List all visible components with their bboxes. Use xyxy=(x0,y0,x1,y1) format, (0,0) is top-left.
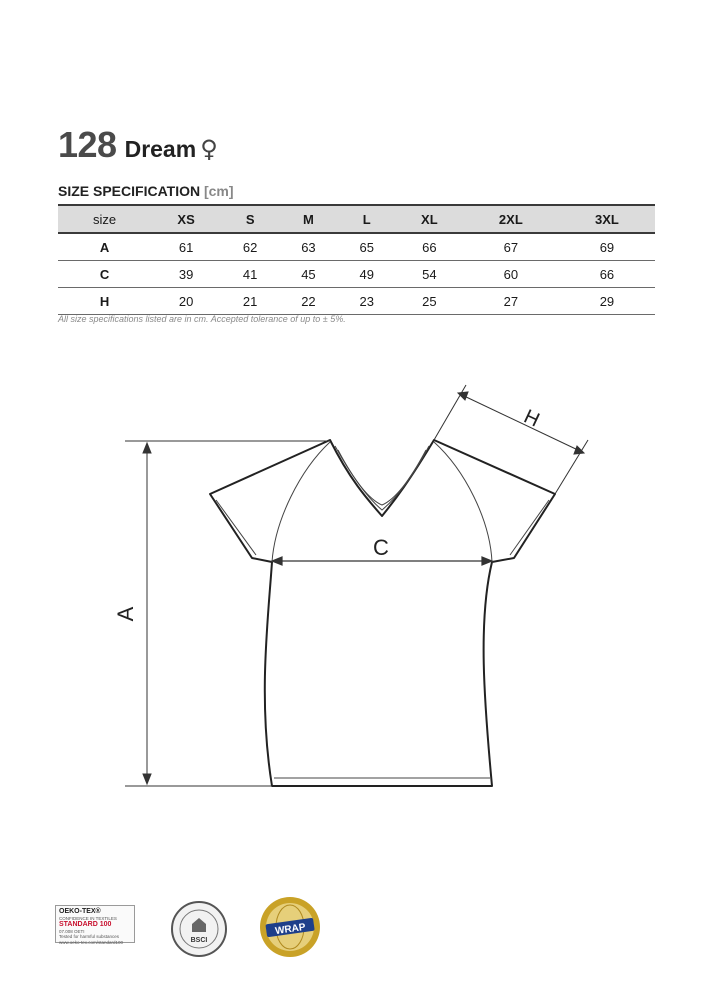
size-header-3xl: 3XL xyxy=(559,205,655,233)
table-cell: 45 xyxy=(301,266,316,282)
oeko-tex-brand: OEKO-TEX® xyxy=(59,908,101,915)
row-label: A xyxy=(99,239,110,255)
table-cell: 39 xyxy=(178,266,194,282)
bsci-label: BSCI xyxy=(190,937,208,944)
measure-label-h: H xyxy=(520,405,543,432)
measure-a-line xyxy=(125,441,330,786)
spec-heading-text: SIZE SPECIFICATION xyxy=(58,183,201,199)
table-cell: 66 xyxy=(422,239,437,255)
table-cell: 20 xyxy=(178,293,194,309)
bsci-logo xyxy=(170,900,228,958)
size-header-s: S xyxy=(221,205,279,233)
wrap-label: WRAP xyxy=(274,921,307,938)
size-header-xl: XL xyxy=(396,205,463,233)
table-cell: 61 xyxy=(178,239,194,255)
table-cell: 22 xyxy=(301,293,316,309)
table-cell: 62 xyxy=(242,239,258,255)
row-label: H xyxy=(99,293,110,309)
product-number: 128 xyxy=(58,124,117,165)
table-cell: 63 xyxy=(301,239,316,255)
oeko-tex-logo xyxy=(55,905,135,943)
size-header-xs: XS xyxy=(151,205,221,233)
measure-h-line xyxy=(434,385,588,494)
measure-label-a: A xyxy=(113,606,138,622)
wrap-logo xyxy=(258,895,322,959)
oeko-tex-subtitle: CONFIDENCE IN TEXTILES xyxy=(59,916,117,922)
table-cell: 29 xyxy=(599,293,615,309)
measure-label-c: C xyxy=(373,535,389,560)
product-name: Dream xyxy=(124,136,197,162)
table-cell: 69 xyxy=(599,239,615,255)
table-cell: 23 xyxy=(359,293,374,309)
size-header-2xl: 2XL xyxy=(463,205,559,233)
table-cell: 67 xyxy=(503,239,519,255)
table-cell: 66 xyxy=(599,266,615,282)
oeko-tex-standard: STANDARD 100 xyxy=(59,921,112,929)
table-cell: 49 xyxy=(359,266,374,282)
row-label: C xyxy=(99,266,110,282)
table-cell: 65 xyxy=(359,239,374,255)
tolerance-note: All size specifications listed are in cm. Accepted tolerance of up to ± 5%. xyxy=(58,314,346,324)
table-cell: 54 xyxy=(422,266,437,282)
spec-unit: [cm] xyxy=(203,183,234,199)
oeko-tex-code: 07.008 OETI xyxy=(59,929,85,935)
size-header-m: M xyxy=(279,205,337,233)
table-cell: 27 xyxy=(503,293,519,309)
oeko-tex-tested: Tested for harmful substances www.oeko-tex.com/standard100 xyxy=(59,934,124,945)
table-cell: 60 xyxy=(503,266,519,282)
table-cell: 21 xyxy=(242,293,258,309)
table-cell: 41 xyxy=(242,266,258,282)
size-column-header: size xyxy=(58,205,151,233)
table-cell: 25 xyxy=(422,293,437,309)
size-header-l: L xyxy=(338,205,396,233)
female-symbol-icon: ♀ xyxy=(200,135,218,163)
tshirt-outline xyxy=(210,440,555,786)
